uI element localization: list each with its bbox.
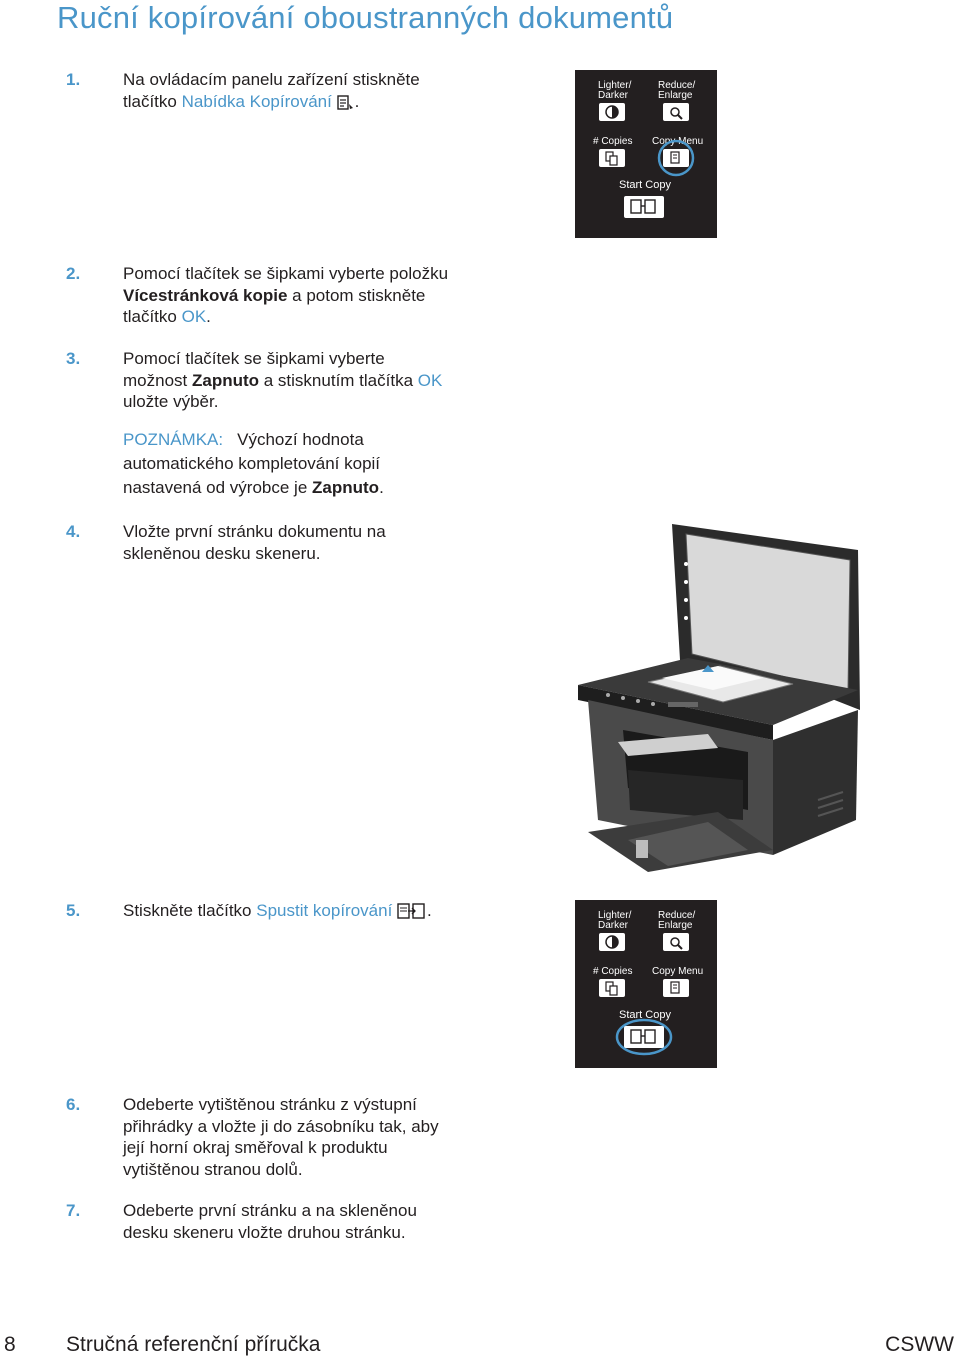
step-7: 7. Odeberte první stránku a na skleněnou desku skeneru vložte druhou stránku. <box>66 1201 417 1242</box>
option-name: Vícestránková kopie <box>123 285 288 305</box>
guide-title: Stručná referenční příručka <box>66 1333 321 1356</box>
step-number: 3. <box>66 349 81 368</box>
step-4: 4. Vložte první stránku dokumentu na skleněnou desku skeneru. <box>66 522 386 563</box>
step-number: 2. <box>66 264 81 283</box>
zoom-button[interactable] <box>663 933 689 951</box>
step-text-line: Pomocí tlačítek se šipkami vyberte <box>123 349 385 368</box>
doc-code: CSWW <box>885 1333 954 1356</box>
step-number: 5. <box>66 901 81 920</box>
panel-label-copies: # Copies <box>593 136 633 147</box>
copies-button[interactable] <box>599 149 625 167</box>
contrast-button[interactable] <box>599 933 625 951</box>
start-copy-button[interactable] <box>624 196 664 218</box>
step-text: tlačítko <box>123 91 182 111</box>
option-value: Zapnuto <box>191 370 260 390</box>
start-copy-button[interactable] <box>624 1026 664 1048</box>
copy-menu-button[interactable] <box>663 979 689 997</box>
page-title: Ruční kopírování oboustranných dokumentů <box>57 0 674 35</box>
copy-menu-button[interactable] <box>663 149 689 167</box>
start-copy-icon <box>397 902 427 926</box>
printer-scanner-image <box>568 520 868 872</box>
step-6: 6. Odeberte vytištěnou stránku z výstupní přihrádky a vložte ji do zásobníku tak, aby její horní okraj směřoval k produktu vytištěnou stranou dolů. <box>66 1095 439 1179</box>
step-2: 2. Pomocí tlačítek se šipkami vyberte položku Vícestránková kopie a potom stiskněte tlačítko OK. <box>66 264 449 326</box>
panel-label-lighter: Lighter/ <box>598 80 632 91</box>
step-number: 7. <box>66 1201 81 1220</box>
step-number: 6. <box>66 1095 81 1114</box>
step-number: 1. <box>66 70 81 89</box>
panel-label-copy-menu: Copy Menu <box>652 136 704 147</box>
panel-label-reduce: Reduce/ <box>658 80 696 91</box>
step-text-line: Na ovládacím panelu zařízení stiskněte <box>123 70 420 89</box>
panel-label-darker: Darker <box>598 920 629 931</box>
panel-label-lighter: Lighter/ <box>598 910 632 921</box>
ok-link[interactable]: OK <box>417 370 443 390</box>
contrast-button[interactable] <box>599 103 625 121</box>
ok-link[interactable]: OK <box>181 307 207 326</box>
step-text-line: Pomocí tlačítek se šipkami vyberte položku <box>123 264 449 283</box>
start-copy-link[interactable]: Spustit kopírování <box>256 901 393 920</box>
copy-menu-link[interactable]: Nabídka Kopírování <box>181 91 332 111</box>
page-number: 8 <box>4 1333 16 1356</box>
panel-label-copies: # Copies <box>593 966 633 977</box>
step-number: 4. <box>66 522 81 541</box>
copies-button[interactable] <box>599 979 625 997</box>
panel-label-start-copy: Start Copy <box>619 179 671 191</box>
panel-label-enlarge: Enlarge <box>658 90 693 101</box>
control-panel-image <box>575 900 717 1068</box>
note: POZNÁMKA: Výchozí hodnota automatického kompletování kopií nastavená od výrobce je Zapnuto. <box>123 430 384 497</box>
panel-label-start-copy: Start Copy <box>619 1009 671 1021</box>
panel-label-darker: Darker <box>598 90 629 101</box>
control-panel-image <box>575 70 717 238</box>
panel-label-enlarge: Enlarge <box>658 920 693 931</box>
step-3: 3. Pomocí tlačítek se šipkami vyberte možnost Zapnuto a stisknutím tlačítka OK uložte výběr. <box>66 349 443 411</box>
note-label: POZNÁMKA: <box>123 430 224 449</box>
panel-label-copy-menu: Copy Menu <box>652 966 704 977</box>
copy-menu-icon <box>337 95 355 117</box>
step-5: 5. Stiskněte tlačítko Spustit kopírování . <box>66 900 526 924</box>
panel-label-reduce: Reduce/ <box>658 910 696 921</box>
step-1: 1. Na ovládacím panelu zařízení stiskněte tlačítko Nabídka Kopírování . <box>66 69 486 113</box>
zoom-button[interactable] <box>663 103 689 121</box>
